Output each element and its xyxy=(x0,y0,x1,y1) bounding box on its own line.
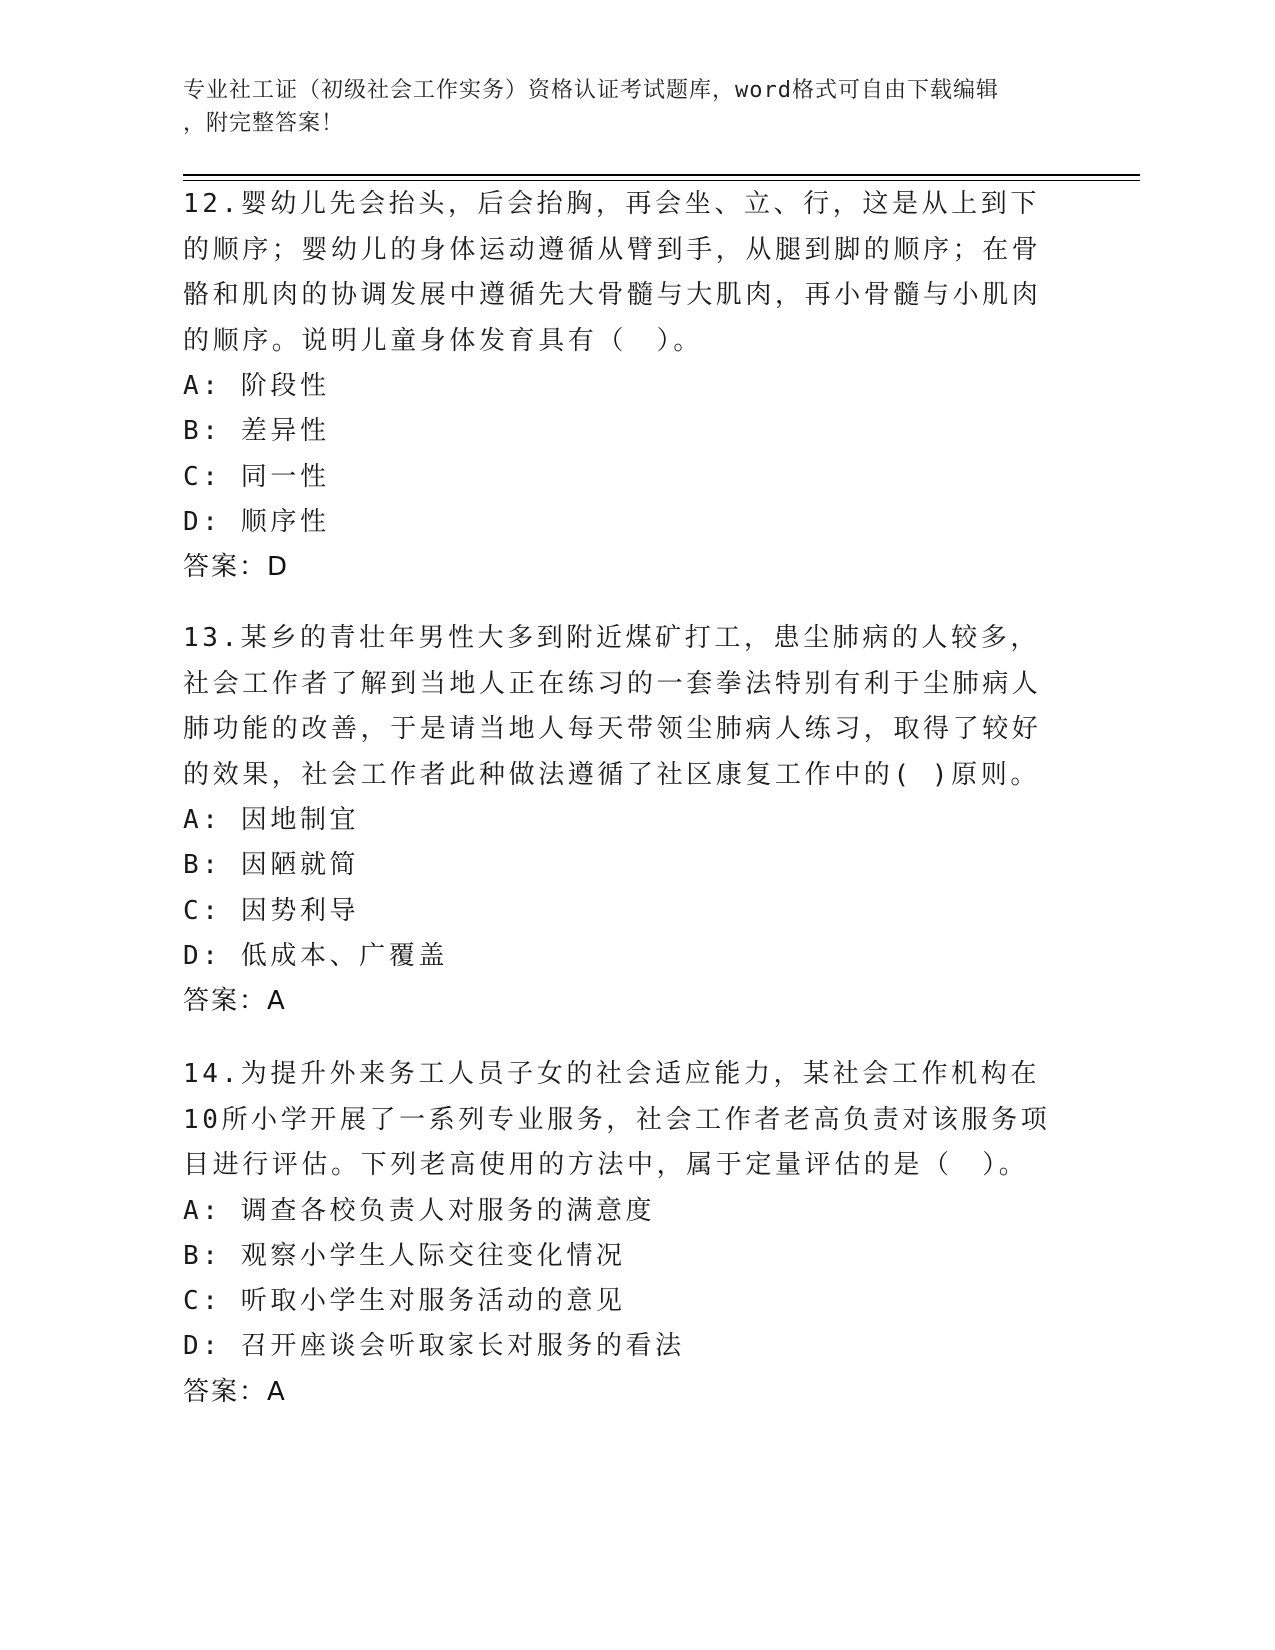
document-header xyxy=(183,74,1063,140)
header-line-1: 专业社工证（初级社会工作实务）资格认证考试题库，word格式可自由下载编辑 xyxy=(183,78,999,103)
question-stem: 13.某乡的青壮年男性大多到附近煤矿打工，患尘肺病的人较多，社会工作者了解到当地人正在练习的一套拳法特别有利于尘肺病人肺功能的改善，于是请当地人每天带领尘肺病人练习，取得了较好的效果，社会工作者此种做法遵循了社区康复工作中的( )原则。 xyxy=(183,623,1042,790)
header-line-2: ，附完整答案！ xyxy=(183,111,345,136)
question-12 xyxy=(183,182,1063,590)
option-d: D: 低成本、广覆盖 xyxy=(183,940,448,971)
question-stem: 12.婴幼儿先会抬头，后会抬胸，再会坐、立、行，这是从上到下的顺序；婴幼儿的身体运动遵循从臂到手，从腿到脚的顺序；在骨骼和肌肉的协调发展中遵循先大骨髓与大肌肉，再小骨髓与小肌肉的顺序。说明儿童身体发育具有（ ）。 xyxy=(183,189,1042,356)
option-d: D: 召开座谈会听取家长对服务的看法 xyxy=(183,1331,685,1362)
answer-line: 答案：D xyxy=(183,552,290,583)
option-a: A: 阶段性 xyxy=(183,371,330,401)
question-13 xyxy=(183,616,1063,1024)
option-b: B: 观察小学生人际交往变化情况 xyxy=(183,1240,626,1271)
option-b: B: 因陋就简 xyxy=(183,850,360,881)
option-c: C: 同一性 xyxy=(183,461,330,492)
header-divider-thin xyxy=(183,180,1140,181)
question-stem: 14.为提升外来务工人员子女的社会适应能力，某社会工作机构在10所小学开展了一系列专业服务，社会工作者老高负责对该服务项目进行评估。下列老高使用的方法中，属于定量评估的是（ ）。 xyxy=(183,1059,1051,1180)
option-c: C: 听取小学生对服务活动的意见 xyxy=(183,1286,626,1317)
option-b: B: 差异性 xyxy=(183,416,330,447)
option-a: A: 因地制宜 xyxy=(183,805,360,835)
header-divider-thick xyxy=(183,174,1140,176)
option-d: D: 顺序性 xyxy=(183,506,330,537)
answer-line: 答案：A xyxy=(183,1376,287,1407)
answer-line: 答案：A xyxy=(183,986,287,1017)
option-c: C: 因势利导 xyxy=(183,895,360,926)
question-14 xyxy=(183,1052,1063,1415)
option-a: A: 调查各校负责人对服务的满意度 xyxy=(183,1195,656,1226)
